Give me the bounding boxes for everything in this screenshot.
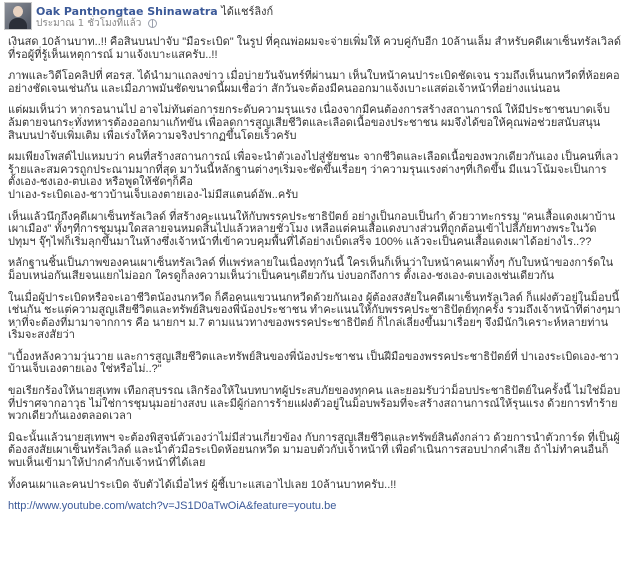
- post-meta: [36, 16, 157, 31]
- avatar-body-shape: [9, 18, 27, 30]
- post-body: [8, 36, 622, 522]
- post-paragraph-5: เห็นแล้วนึกถึงคดีเผาเซ็นทรัลเวิลด์ ที่สร้างคะแนนให้กับพรรคประชาธิปัตย์ อย่างเป็นกอบเป็นกำ ด้วยวาทะกรรม "คนเสื้อแดงเผาบ้านเผาเมือง" ทั้งๆที่การชุมนุมใดสลายจนหมดสิ้นไปแล้วหลายชั่วโมง เหลือแต่คนเสื้อแดงบางส่วนที่ถูกต้อนเข้าไปลี้ภัยทางพระในวัดปทุมฯ จุ๊ๆไฟก็เริ่มลุกขึ้นมาในห้างซึ่งเจ้าหน้าที่เข้าควบคุมพื้นที่ได้อย่างเบ็ดเสร็จ 100% แล้วจะเป็นคนเสื้อแดงเผาได้อย่างไร..??: [8, 210, 616, 248]
- globe-icon[interactable]: [148, 19, 157, 28]
- post-paragraph-8: "เบื้องหลังความวุ่นวาย และการสูญเสียชีวิตและทรัพย์สินของพี่น้องประชาชน เป็นฝีมือของพรรคประชาธิปัตย์ที่ ปาเองระเบิดเอง-ชาวบ้านเจ็บเองตายเอง ใช่หรือไม่..?": [8, 350, 619, 376]
- post-paragraph-11: ทั้งคนเผาและคนปาระเบิด จับตัวได้เมื่อไหร่ ผู้ชี้เบาะแสเอาไปเลย 10ล้านบาทครับ..!!: [8, 478, 397, 491]
- post-paragraph-1: เงินสด 10ล้านบาท..!! คือสินบนปาจับ "มือระเบิด" ในรูป ที่คุณพ่อผมจะจ่ายเพิ่มให้ ควบคู่กับอีก 10ล้านเล็ม สำหรับคดีเผาเซ็นทรัลเวิลด์ ที่รอผู้ที่รู้เห็นเหตุการณ์ มาแจ้งเบาะแสครับ..!!: [8, 36, 621, 61]
- post-link-line: [8, 500, 622, 513]
- post-paragraph-2: ภาพและวิดีโอคลิปที่ ศอรส. ได้นำมาแถลงข่าว เมื่อบ่ายวันจันทร์ที่ผ่านมา เห็นใบหน้าคนปาระเบิดชัดเจน รวมถึงเห็นนกหวีดที่ห้อยคออย่างชัดเจนเช่นกัน และเมื่อภาพมันชัดขนาดนี้ผมเชื่อว่า สักวันจะต้องมีคนออกมาแจ้งเบาะแสต่อเจ้าหน้าที่อย่างแน่นอน: [8, 70, 620, 95]
- post-header: [4, 2, 624, 30]
- post-paragraph-7: ในเมื่อผู้ปาระเบิดหรือจะเอาชีวิตน้องนกหวีด ก็คือคนแขวนนกหวีดด้วยกันเอง ผู้ต้องสงสัยในคดีเผาเซ็นทรัลเวิลด์ ก็แฝงตัวอยู่ในม็อบนี้เช่นกัน ชะแต่ความสูญเสียชีวิตและทรัพย์สินของพี่น้องประชาชน ทำคะแนนให้กับพรรคประชาธิปัตย์ทุกครั้ง รวมถึงเจ้าหน้าที่ต่างๆมาหาที่จะต้องที่มามาจากการ คือ นายกฯ ม.7 ตามแนวทางของพรรคประชาธิปัตย์ ก็ไกล่เลี่ยงขึ้นมาเรื่อยๆ จึงมีนักวิเคราะห์หลายท่าน เริ่มจะสงสัยว่า: [8, 291, 621, 342]
- post-paragraph-10: มิฉะนั้นแล้วนายสุเทพฯ จะต้องพิสูจน์ตัวเองว่าไม่มีส่วนเกี่ยวข้อง กับการสูญเสียชีวิตและทรัพย์สินดังกล่าว ด้วยการนำตัวการ์ด ที่เป็นผู้ต้องสงสัยเผาเซ็นทรัลเวิลด์ และนำตัวมือระเบิดห้อยนกหวีด มามอบตัวกับเจ้าหน้าที่ เพื่อดำเนินการสอบปากคำเสีย ถ้าไม่ทำคนอื่นก็พบเห็นเข้ามาให้ปากคำกับเจ้าหน้าที่ได้เลย: [8, 431, 620, 470]
- post-paragraph-4: ผมเพียงโพสต์ไปแหมบว่า คนที่สร้างสถานการณ์ เพื่อจะนำตัวเองไปสู่ชัยชนะ จากชีวิตและเลือดเนื้อของพวกเดียวกันเอง เป็นคนที่เลวร้ายและสมควรถูกประณามมากที่สุด มาวันนี้หลักฐานต่างๆเริ่มจะชัดขึ้นเรื่อยๆ ว่าความรุนแรงต่างๆที่เกิดขึ้น มีแนวโน้มจะเป็นการ ตั้งเอง-ชงเอง-ตบเอง หรือพูดให้ชัดๆก็คือ ปาเอง-ระเบิดเอง-ชาวบ้านเจ็บเองตายเอง-ไม่มีสแตนด์อัพ..ครับ: [8, 151, 619, 201]
- post-paragraph-6: หลักฐานชิ้นเป็นภาพของคนเผาเซ็นทรัลเวิลด์ ที่แพร่หลายในเนื่องทุกวันนี้ ใครเห็นก็เห็นว่าใบหน้าคนเผาทั้งๆ กับใบหน้าของการ์ดในม็อบเหน่อกันเสียจนแยกไม่ออก ใครดูก็ลงความเห็นว่าเป็นคนๆเดียวกัน บ่งบอกถึงการ ตั้งเอง-ชงเอง-ตบเองเช่นเดียวกัน: [8, 257, 614, 282]
- author-avatar[interactable]: [4, 2, 32, 30]
- avatar-head-shape: [13, 6, 23, 17]
- post-paragraph-3: แต่ผมเห็นว่า หากรอนานไป อาจไม่ทันต่อการยกระดับความรุนแรง เนื่องจากมีคนต้องการสร้างสถานการณ์ ให้มีประชาชนบาดเจ็บล้มตายจนกระทั่งทหารต้องออกมาแก้ทขัน เพื่อลดการสูญเสียชีวิตและเลือดเนื้อของประชาชน ผมจึงได้ขอให้คุณพ่อช่วยสนับสนุนสินบนปาจับเพิ่มเติม เพื่อเร่งให้ความจริงปรากฏขึ้นโดยเร็วครับ: [8, 104, 610, 142]
- post-timestamp[interactable]: ประมาณ 1 ชั่วโมงที่แล้ว: [36, 18, 142, 29]
- author-action-text: ได้แชร์ลิงก์: [221, 5, 274, 18]
- post-paragraph-9: ขอเรียกร้องให้นายสุเทพ เทือกสุบรรณ เลิกร้องให้ในบทบาทผู้ประสบภัยของทุกคน และยอมรับว่าม็อบประชาธิปัตย์ในครั้งนี้ ไม่ใช่ม็อบที่ปราศจากอาวุธ ไม่ใช่การชุมนุมอย่างสงบ และมีผู้ก่อการร้ายแฝงตัวอยู่ในม็อบพร้อมที่จะสร้างสถานการณ์ให้รุนแรง ด้วยการทำร้ายพวกเดียวกันเองตลอดเวลา: [8, 385, 621, 423]
- author-name-link[interactable]: Oak Panthongtae Shinawatra: [36, 5, 218, 18]
- youtube-link[interactable]: http://www.youtube.com/watch?v=JS1D0aTwOiA&feature=youtu.be: [8, 500, 337, 513]
